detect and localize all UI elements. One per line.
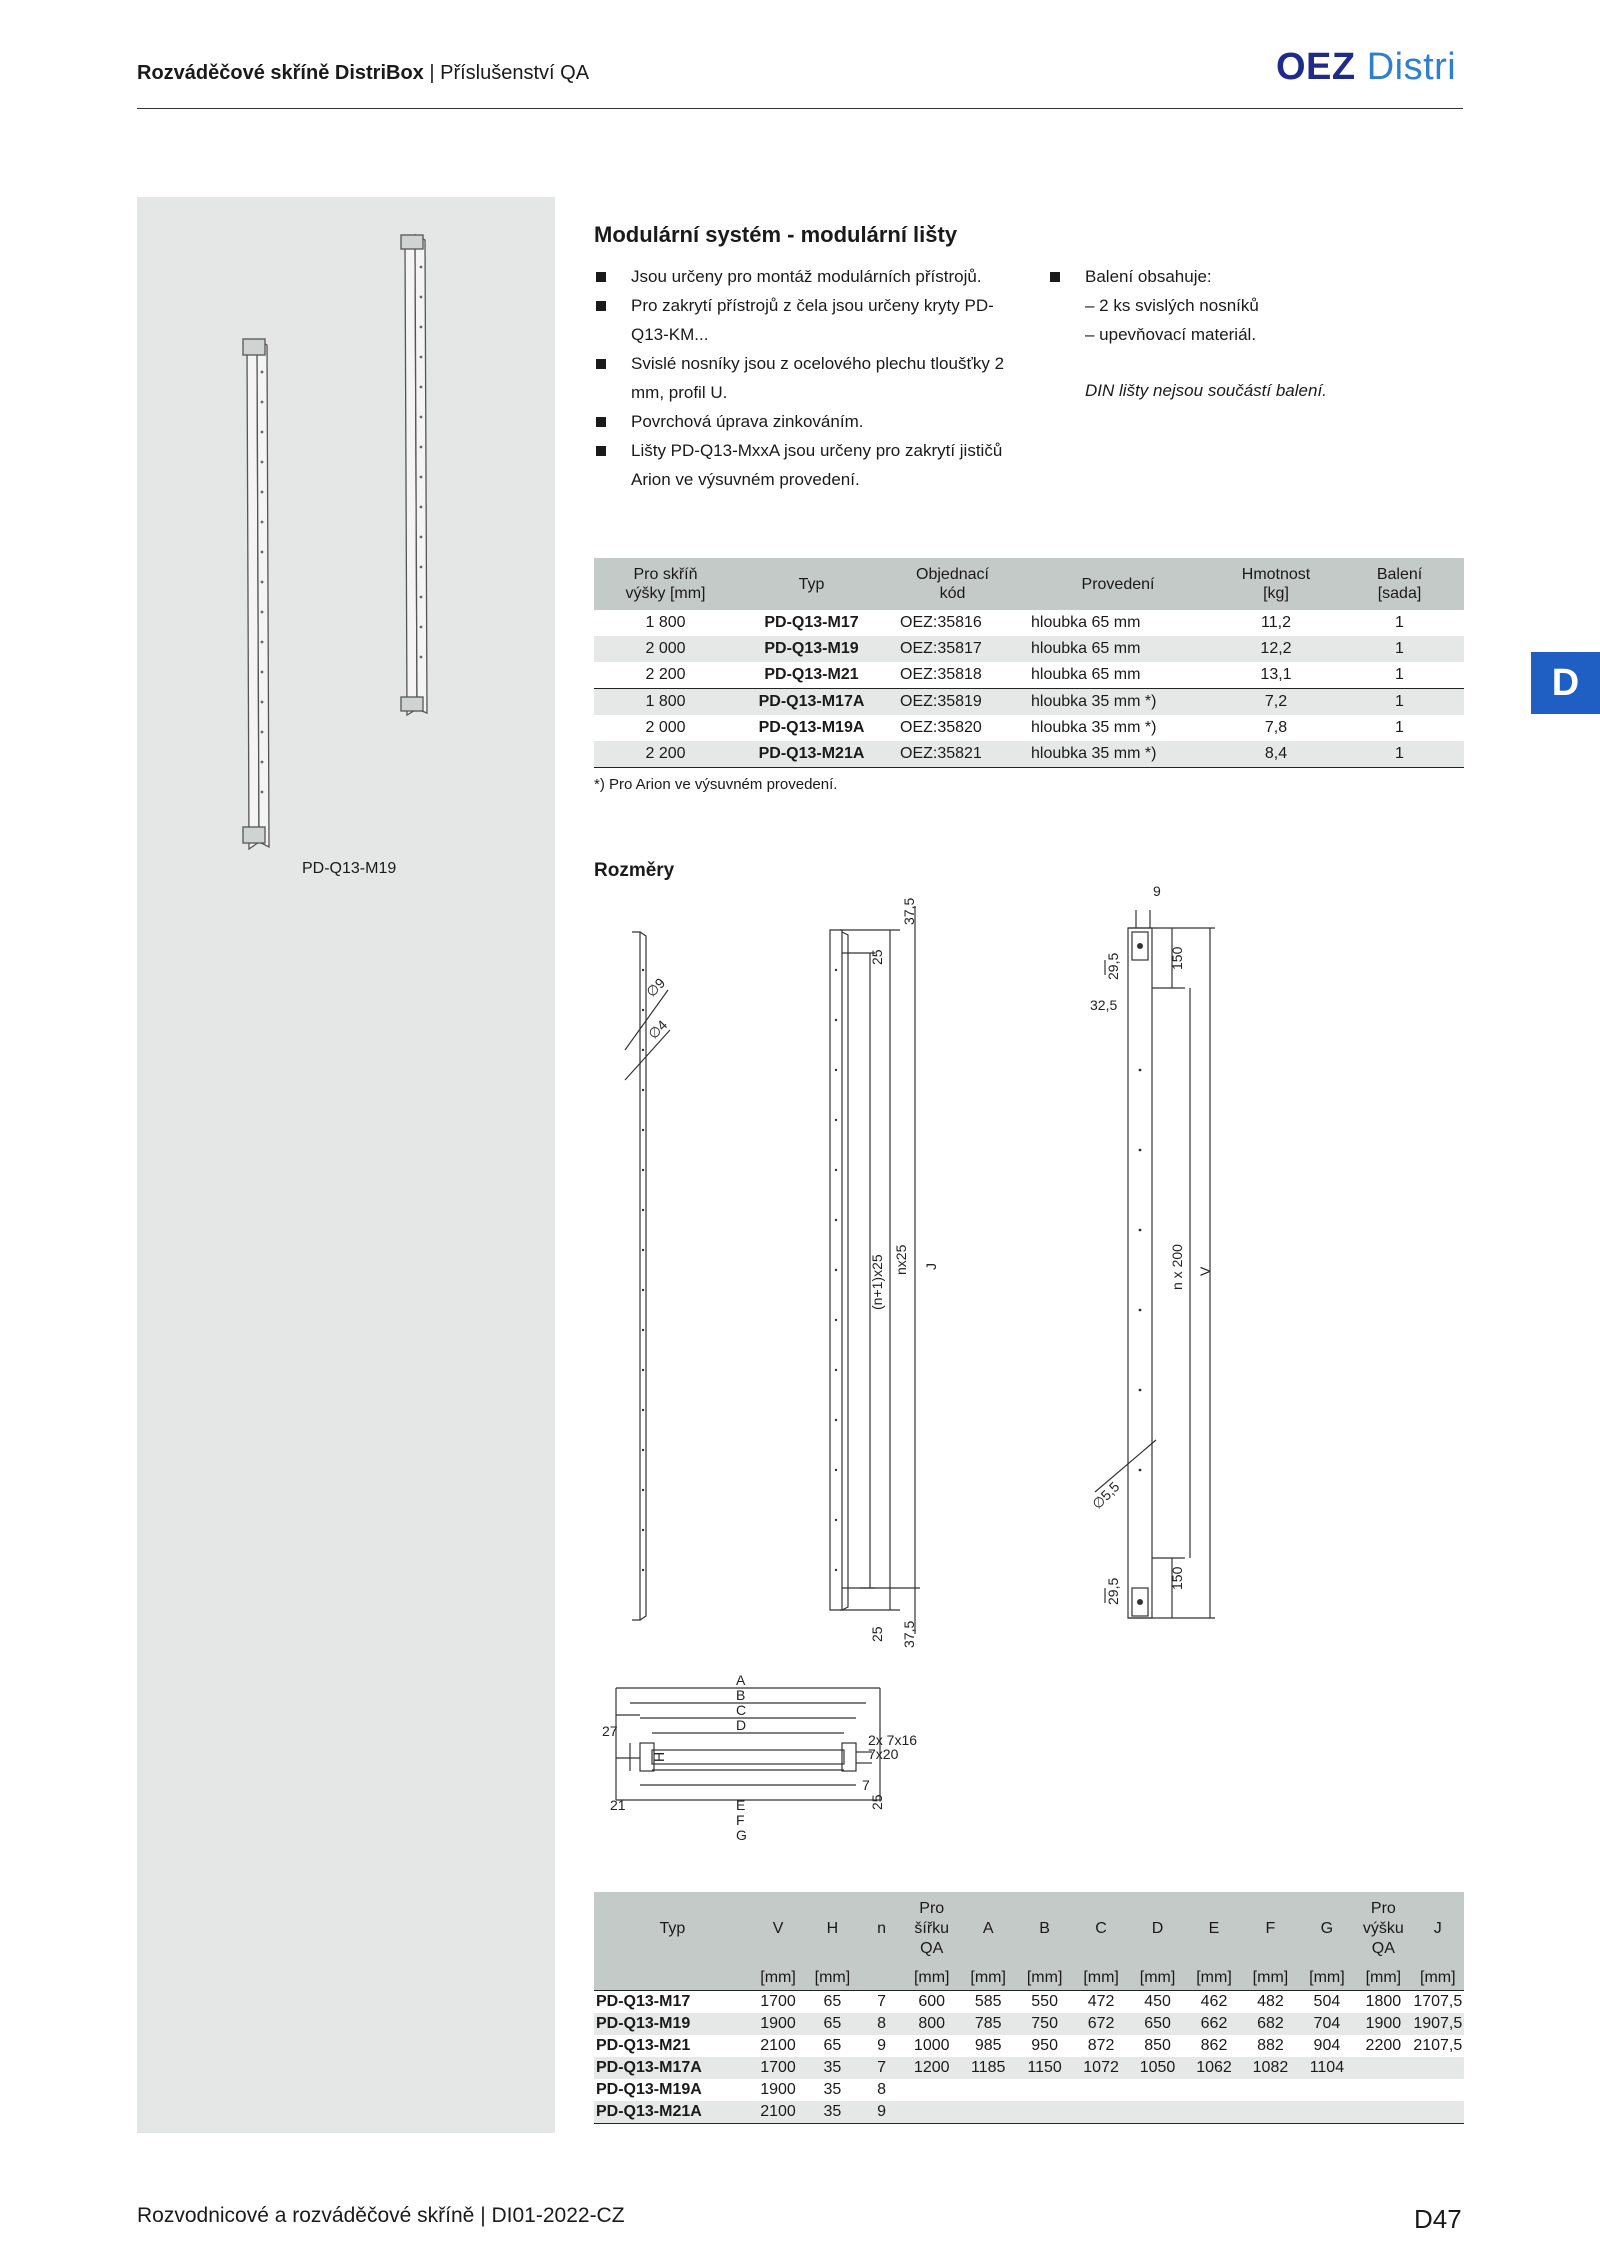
cell-d: 450 [1129, 1991, 1185, 2014]
logo-distri: Distri [1366, 46, 1457, 88]
dimension-table [594, 1892, 1464, 2124]
dim-label: (n+1)x25 [869, 1254, 885, 1310]
dim-label: 21 [610, 1797, 626, 1813]
cell-j: 1707,5 [1412, 1991, 1464, 2014]
cell-a [960, 2079, 1016, 2101]
table-row [594, 636, 1464, 662]
header-text: šířku [914, 1920, 950, 1937]
cell-e: 1062 [1186, 2057, 1242, 2079]
cell-v: 2100 [760, 2037, 796, 2054]
cell-vyska: 2 000 [645, 719, 686, 736]
header-text: výšku [1362, 1920, 1404, 1937]
dim-label: J [923, 1263, 939, 1270]
cell-baleni: 1 [1335, 741, 1464, 768]
cell-g: 1104 [1299, 2057, 1355, 2079]
order-table [594, 558, 1464, 768]
cell-h: 35 [805, 2101, 859, 2124]
cell-typ: PD-Q13-M21 [764, 666, 859, 683]
cell-vyska [1355, 2079, 1411, 2101]
dim-label: 7x20 [868, 1746, 899, 1762]
dim-label: V [1197, 1266, 1213, 1276]
cell-baleni: 1 [1335, 636, 1464, 662]
cell-a: 785 [960, 2013, 1016, 2035]
unit-cell: [mm] [1016, 1966, 1072, 1991]
cell-vyska: 1900 [1355, 2013, 1411, 2035]
unit-cell: [mm] [904, 1966, 960, 1991]
cell-kod: OEZ:35818 [900, 666, 982, 683]
table-row [594, 662, 1464, 689]
cell-hmotnost: 13,1 [1260, 666, 1292, 683]
cell-v: 1700 [751, 2057, 805, 2079]
col-header-vyska [594, 558, 737, 610]
dim-label: 29,5 [1105, 1577, 1121, 1605]
cell-sirka: 600 [904, 1991, 960, 2014]
cell-h: 65 [805, 1991, 859, 2014]
cell-vyska: 2200 [1365, 2037, 1402, 2054]
din-rail-note: DIN lišty nejsou součástí balení. [1085, 381, 1327, 400]
dim-label: 25 [869, 1794, 885, 1810]
cell-typ: PD-Q13-M17 [764, 614, 859, 631]
feature-item: Svislé nosníky jsou z ocelového plechu tloušťky 2 mm, profil U. [594, 349, 1008, 407]
col-header-n: n [860, 1892, 904, 1966]
dim-label: 29,5 [1105, 952, 1121, 980]
cell-vyska: 2 000 [594, 636, 737, 662]
cell-e: 862 [1200, 2037, 1228, 2054]
package-item [1048, 320, 1448, 349]
cell-h: 35 [805, 2057, 859, 2079]
dim-label: ∅5,5 [1088, 1478, 1123, 1513]
cell-f: 882 [1257, 2037, 1284, 2054]
section-tab-d: D [1531, 652, 1600, 714]
dim-label: 150 [1169, 946, 1185, 970]
cell-c: 672 [1073, 2013, 1129, 2035]
header-title-rest: Příslušenství QA [440, 62, 590, 84]
dimension-table-units [594, 1966, 1464, 1991]
cell-sirka: 800 [904, 2013, 960, 2035]
unit-cell: [mm] [1355, 1966, 1411, 1991]
cell-sirka: 1200 [904, 2057, 960, 2079]
dim-label: ∅4 [644, 1016, 671, 1043]
cell-e: 662 [1186, 2013, 1242, 2035]
cell-n: 9 [877, 2037, 886, 2054]
cell-vyska: 1 800 [645, 614, 686, 631]
unit-cell: [mm] [751, 1966, 805, 1991]
cell-a: 1185 [960, 2057, 1016, 2079]
cell-b [1016, 2079, 1072, 2101]
col-header-h: H [805, 1892, 859, 1966]
dim-label: 27 [602, 1723, 618, 1739]
cell-b: 750 [1016, 2013, 1072, 2035]
cell-vyska [1355, 2101, 1411, 2124]
cell-typ: PD-Q13-M17 [594, 1991, 751, 2014]
col-header-g: G [1299, 1892, 1355, 1966]
section-title: Modulární systém - modulární lišty [594, 222, 958, 247]
product-image-caption: PD-Q13-M19 [302, 860, 397, 877]
cell-vyska [1355, 2057, 1411, 2079]
dimensions-title: Rozměry [594, 860, 675, 881]
unit-cell [594, 1966, 751, 1991]
dim-label: 150 [1169, 1566, 1185, 1590]
cell-f: 682 [1242, 2013, 1298, 2035]
cell-vyska: 2 200 [645, 666, 686, 683]
header-text: Pro [1370, 1900, 1396, 1917]
footer-publication [137, 2204, 625, 2228]
dim-label: nx25 [893, 1244, 909, 1275]
feature-item: Pro zakrytí přístrojů z čela jsou určeny kryty PD-Q13-KM... [594, 291, 1008, 349]
cell-n: 8 [860, 2013, 904, 2035]
dim-label: 37,5 [901, 897, 917, 925]
table-row [594, 610, 1464, 636]
header-text: [sada] [1377, 585, 1422, 602]
cell-j [1412, 2057, 1464, 2079]
header-text: výšky [mm] [625, 585, 706, 602]
col-header-typ: Typ [737, 558, 886, 610]
dim-label: E [736, 1797, 746, 1813]
dim-label: 25 [869, 1626, 885, 1642]
unit-cell: [mm] [960, 1966, 1016, 1991]
dim-label: C [736, 1702, 747, 1718]
table-row [594, 741, 1464, 768]
table-row [594, 715, 1464, 741]
cell-provedeni: hloubka 35 mm *) [1019, 741, 1217, 768]
cell-v: 2100 [751, 2101, 805, 2124]
cell-kod: OEZ:35817 [886, 636, 1019, 662]
col-header-v: V [751, 1892, 805, 1966]
cell-f [1242, 2101, 1298, 2124]
footer-separator: | [480, 2204, 486, 2227]
cell-d [1129, 2079, 1185, 2101]
dim-label: 9 [1153, 883, 1161, 899]
cell-e [1186, 2101, 1242, 2124]
dim-label: 25 [869, 949, 885, 965]
cell-j [1412, 2101, 1464, 2124]
col-header-a: A [960, 1892, 1016, 1966]
order-table-footnote: *) Pro Arion ve výsuvném provedení. [594, 776, 838, 793]
cell-j: 1907,5 [1412, 2013, 1464, 2035]
feature-item: Lišty PD-Q13-MxxA jsou určeny pro zakrytí jističů Arion ve výsuvném provedení. [594, 436, 1008, 494]
cell-a: 985 [974, 2037, 1002, 2054]
header-title-bold: Rozváděčové skříně DistriBox [137, 62, 424, 84]
unit-cell: [mm] [1073, 1966, 1129, 1991]
cell-g: 704 [1299, 2013, 1355, 2035]
cell-j [1412, 2079, 1464, 2101]
package-list [1048, 262, 1448, 349]
cell-baleni: 1 [1395, 666, 1404, 683]
unit-cell: [mm] [1299, 1966, 1355, 1991]
cell-v: 1900 [751, 2013, 805, 2035]
cell-typ: PD-Q13-M17A [737, 689, 886, 716]
cell-c: 1072 [1073, 2057, 1129, 2079]
page-header-title [137, 62, 589, 85]
cell-kod: OEZ:35821 [886, 741, 1019, 768]
cell-j: 2107,5 [1413, 2037, 1463, 2054]
cell-hmotnost: 7,2 [1217, 689, 1335, 716]
package-contents-heading: Balení obsahuje: [1048, 262, 1448, 291]
cell-b [1016, 2101, 1072, 2124]
dimension-table-header [594, 1892, 1464, 1966]
header-text: [kg] [1263, 585, 1289, 602]
table-row [594, 2101, 1464, 2124]
cell-typ: PD-Q13-M21A [594, 2101, 751, 2124]
table-row [594, 2035, 1464, 2057]
cell-n: 8 [877, 2081, 886, 2098]
unit-cell: [mm] [805, 1966, 859, 1991]
cell-vyska: 2 200 [594, 741, 737, 768]
cell-sirka [904, 2079, 960, 2101]
col-header-typ: Typ [594, 1892, 751, 1966]
cell-d: 850 [1144, 2037, 1171, 2054]
cell-h: 65 [823, 2037, 842, 2054]
table-row [594, 2057, 1464, 2079]
cell-a [960, 2101, 1016, 2124]
cell-c [1073, 2079, 1129, 2101]
dim-label: 37,5 [901, 1620, 917, 1648]
table-row [594, 1991, 1464, 2014]
cell-typ: PD-Q13-M21 [596, 2037, 691, 2054]
feature-item: Povrchová úprava zinkováním. [594, 407, 1008, 436]
cell-hmotnost: 7,8 [1264, 719, 1288, 736]
unit-cell: [mm] [1186, 1966, 1242, 1991]
logo-oez: OEZ [1276, 46, 1356, 88]
package-item-text: – 2 ks svislých nosníků [1085, 296, 1259, 315]
cell-baleni: 1 [1395, 614, 1404, 631]
unit-cell: [mm] [1129, 1966, 1185, 1991]
header-text: QA [1371, 1940, 1395, 1957]
cell-c: 472 [1073, 1991, 1129, 2014]
dim-label: 7 [862, 1777, 870, 1793]
header-text: Balení [1376, 566, 1423, 583]
cell-hmotnost: 8,4 [1217, 741, 1335, 768]
cell-vyska: 1 800 [594, 689, 737, 716]
header-text: Pro [919, 1900, 945, 1917]
col-header-d: D [1129, 1892, 1185, 1966]
dim-label: n x 200 [1169, 1244, 1185, 1290]
header-text: kód [939, 585, 966, 602]
cell-provedeni: hloubka 65 mm [1031, 614, 1141, 631]
cell-b: 950 [1031, 2037, 1058, 2054]
col-header-c: C [1073, 1892, 1129, 1966]
cell-hmotnost: 12,2 [1217, 636, 1335, 662]
cell-typ: PD-Q13-M19 [737, 636, 886, 662]
cell-kod: OEZ:35816 [900, 614, 982, 631]
cell-c: 872 [1087, 2037, 1115, 2054]
dim-label: G [736, 1827, 747, 1843]
cell-typ: PD-Q13-M21A [737, 741, 886, 768]
cell-e: 462 [1186, 1991, 1242, 2014]
col-header-e: E [1186, 1892, 1242, 1966]
cell-v: 1700 [751, 1991, 805, 2014]
cell-g: 504 [1299, 1991, 1355, 2014]
col-header-provedeni: Provedení [1019, 558, 1217, 610]
cell-typ: PD-Q13-M19 [594, 2013, 751, 2035]
cell-typ: PD-Q13-M17A [594, 2057, 751, 2079]
dimension-drawings [560, 870, 1480, 1870]
cell-provedeni: hloubka 35 mm *) [1031, 719, 1157, 736]
unit-cell: [mm] [1242, 1966, 1298, 1991]
cell-f: 482 [1242, 1991, 1298, 2014]
col-header-hmotnost [1217, 558, 1335, 610]
dim-label: 32,5 [1090, 997, 1118, 1013]
header-text: Objednací [916, 566, 989, 583]
package-item [1048, 291, 1448, 320]
cell-h: 65 [805, 2013, 859, 2035]
table-row [594, 2079, 1464, 2101]
dim-label: F [736, 1812, 745, 1828]
cell-c [1073, 2101, 1129, 2124]
dim-label: B [736, 1687, 746, 1703]
unit-cell: [mm] [1412, 1966, 1464, 1991]
cell-d: 1050 [1129, 2057, 1185, 2079]
cell-hmotnost: 11,2 [1261, 614, 1291, 631]
col-header-f: F [1242, 1892, 1298, 1966]
col-header-kod [886, 558, 1019, 610]
cell-sirka [904, 2101, 960, 2124]
cell-kod: OEZ:35819 [886, 689, 1019, 716]
cell-g [1299, 2101, 1355, 2124]
cell-f [1242, 2079, 1298, 2101]
cell-n: 9 [860, 2101, 904, 2124]
cell-g [1299, 2079, 1355, 2101]
col-header-b: B [1016, 1892, 1072, 1966]
col-header-pro-vysku [1355, 1892, 1411, 1966]
header-text: Pro skříň [633, 566, 698, 583]
cell-v: 1900 [760, 2081, 796, 2098]
cell-kod: OEZ:35820 [900, 719, 982, 736]
header-separator: | [429, 62, 435, 84]
header-divider [137, 108, 1463, 109]
dim-label: 2x 7x16 [868, 1732, 918, 1748]
feature-list [594, 262, 1008, 494]
cell-f: 1082 [1242, 2057, 1298, 2079]
oez-distri-logo [1276, 46, 1456, 89]
cell-vyska: 1800 [1355, 1991, 1411, 2014]
footer-code: DI01-2022-CZ [491, 2204, 625, 2227]
feature-item: Jsou určeny pro montáž modulárních přístrojů. [594, 262, 1008, 291]
unit-cell [860, 1966, 904, 1991]
dim-label: ∅9 [642, 974, 669, 1001]
table-row [594, 689, 1464, 716]
cell-provedeni: hloubka 65 mm [1031, 666, 1141, 683]
header-text: QA [920, 1940, 944, 1957]
cell-n: 7 [860, 1991, 904, 2014]
dim-label: D [736, 1717, 747, 1733]
product-image [137, 197, 555, 897]
cell-typ: PD-Q13-M19A [758, 719, 865, 736]
header-text: Hmotnost [1241, 566, 1311, 583]
cell-b: 1150 [1016, 2057, 1072, 2079]
cell-baleni: 1 [1395, 719, 1404, 736]
cell-d: 650 [1129, 2013, 1185, 2035]
dim-label: H [651, 1751, 667, 1762]
cell-g: 904 [1313, 2037, 1341, 2054]
cell-e [1186, 2079, 1242, 2101]
cell-b: 550 [1016, 1991, 1072, 2014]
cell-h: 35 [823, 2081, 842, 2098]
cell-provedeni: hloubka 35 mm *) [1019, 689, 1217, 716]
order-table-header [594, 558, 1464, 610]
cell-d [1129, 2101, 1185, 2124]
cell-typ: PD-Q13-M19A [596, 2081, 702, 2098]
col-header-j: J [1412, 1892, 1464, 1966]
footer-title: Rozvodnicové a rozváděčové skříně [137, 2204, 475, 2227]
dim-label: A [736, 1672, 746, 1688]
page-number: D47 [1414, 2204, 1462, 2234]
package-item-text: – upevňovací materiál. [1085, 325, 1257, 344]
cell-provedeni: hloubka 65 mm [1019, 636, 1217, 662]
col-header-pro-sirku [904, 1892, 960, 1966]
cell-a: 585 [960, 1991, 1016, 2014]
table-row [594, 2013, 1464, 2035]
cell-baleni: 1 [1335, 689, 1464, 716]
col-header-baleni [1335, 558, 1464, 610]
cell-sirka: 1000 [913, 2037, 950, 2054]
cell-n: 7 [860, 2057, 904, 2079]
